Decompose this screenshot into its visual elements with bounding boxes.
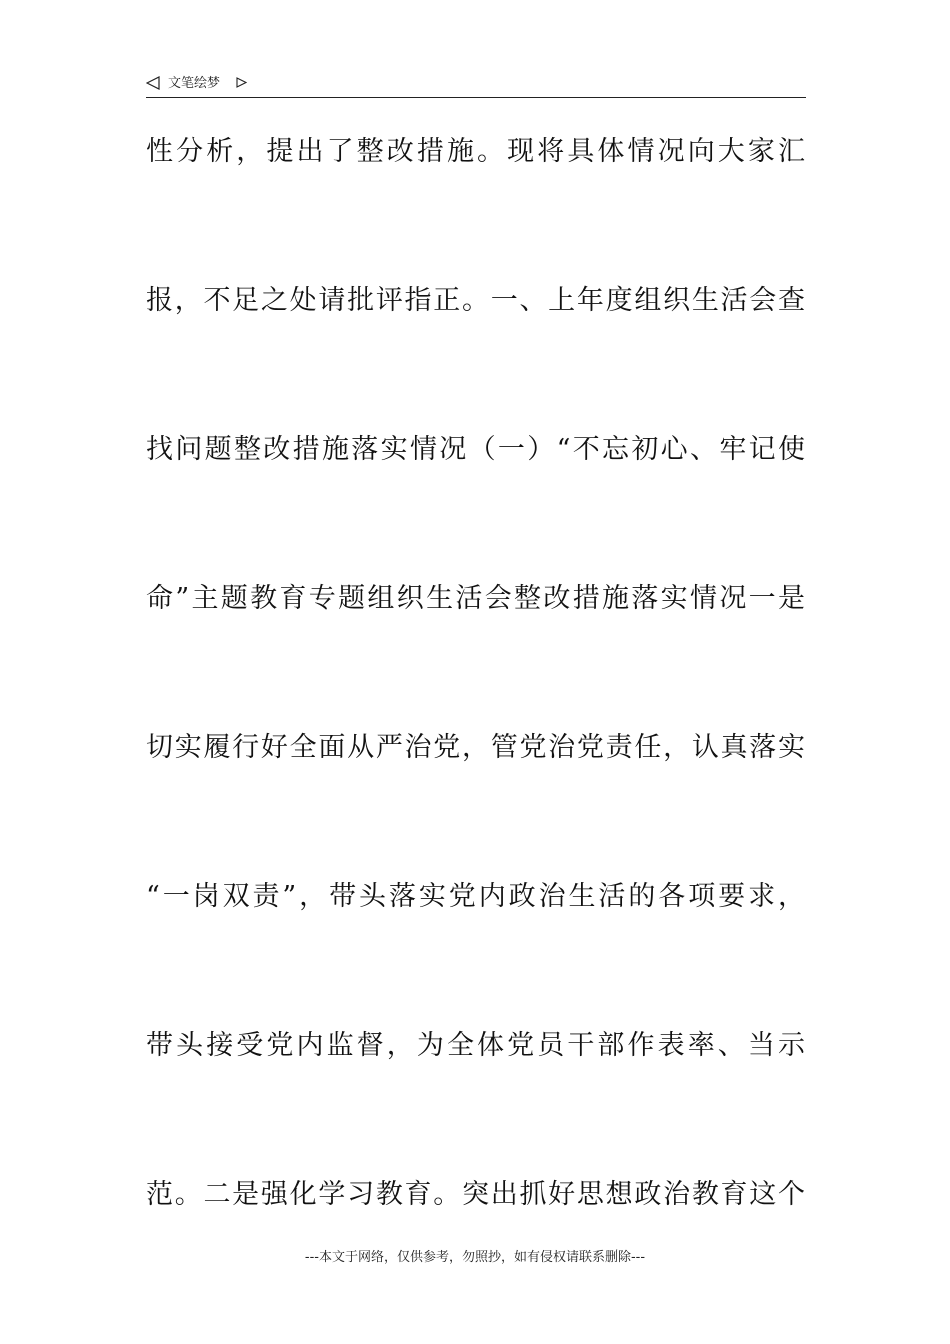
body-line: 性分析，提出了整改措施。现将具体情况向大家汇 [146, 136, 806, 167]
triangle-left-icon [146, 76, 160, 90]
footer-disclaimer: ---本文于网络，仅供参考，勿照抄，如有侵权请联系删除--- [304, 1250, 646, 1265]
body-line: “一岗双责”，带头落实党内政治生活的各项要求， [146, 881, 806, 912]
body-line: 带头接受党内监督，为全体党员干部作表率、当示 [146, 1030, 806, 1061]
body-line: 范。二是强化学习教育。突出抓好思想政治教育这个 [146, 1179, 806, 1210]
header-divider [146, 97, 806, 98]
body-line: 报，不足之处请批评指正。一、上年度组织生活会查 [146, 285, 806, 316]
body-line: 切实履行好全面从严治党，管党治党责任，认真落实 [146, 732, 806, 763]
header-title: 文笔绘梦 [168, 76, 221, 91]
triangle-right-icon [236, 77, 247, 88]
body-line: 命”主题教育专题组织生活会整改措施落实情况一是 [146, 583, 806, 614]
document-header [146, 74, 806, 98]
body-line: 找问题整改措施落实情况（一）“不忘初心、牢记使 [146, 434, 806, 465]
